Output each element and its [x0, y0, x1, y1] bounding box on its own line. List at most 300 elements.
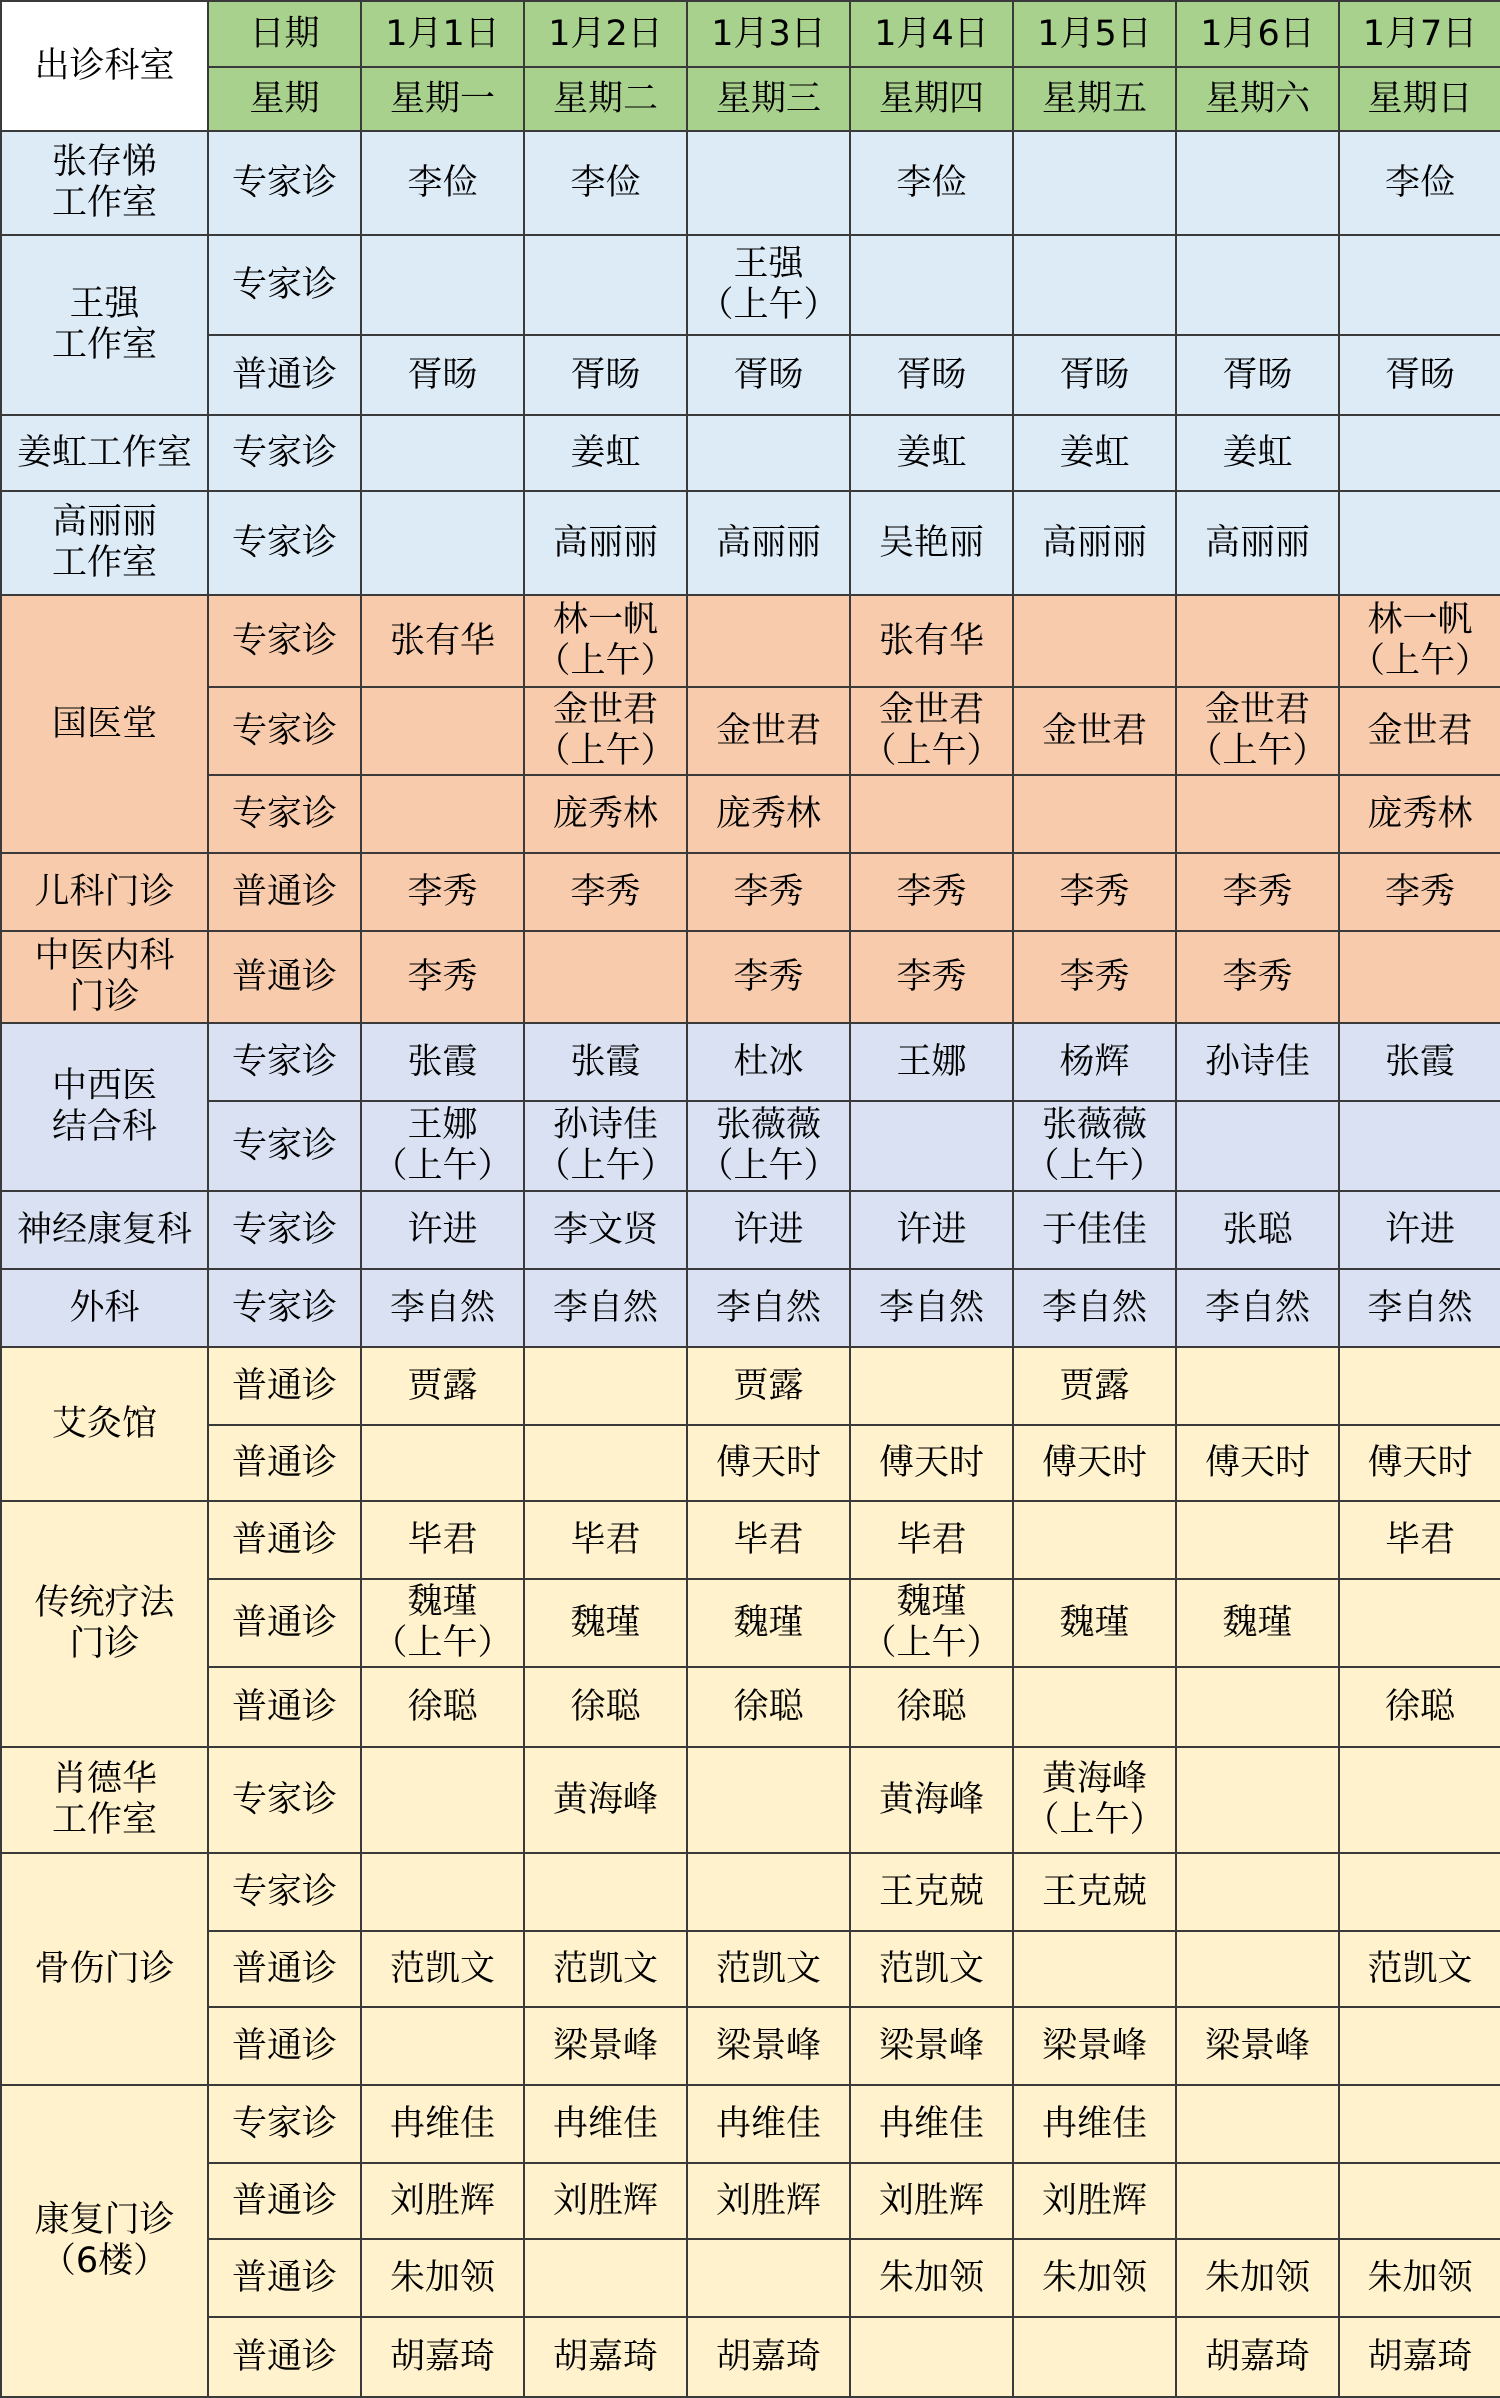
doctor-name: 许进	[733, 1209, 804, 1250]
doctor-cell	[1339, 687, 1500, 775]
doctor-name: 黄海峰	[552, 1779, 658, 1820]
doctor-cell	[850, 2317, 1013, 2397]
doctor-cell	[361, 2007, 524, 2085]
schedule-row	[1, 775, 1500, 853]
schedule-row	[1, 335, 1500, 415]
schedule-row	[1, 1853, 1500, 1931]
doctor-name: 庞秀林	[715, 793, 821, 834]
clinic-type: 普通诊	[208, 2163, 361, 2239]
doctor-cell	[1339, 2317, 1500, 2397]
doctor-cell	[850, 2007, 1013, 2085]
department-name	[1, 853, 208, 931]
doctor-cell	[1339, 1347, 1500, 1425]
doctor-name: 范凯文	[1367, 1948, 1473, 1989]
doctor-cell	[850, 1191, 1013, 1269]
session-note: （上午）	[698, 285, 839, 325]
schedule-row	[1, 1931, 1500, 2007]
department-name-line: 肖德华	[51, 1759, 157, 1799]
doctor-cell	[1339, 1023, 1500, 1101]
department-name-line: 结合科	[51, 1107, 157, 1147]
doctor-cell	[687, 1191, 850, 1269]
department-name	[1, 491, 208, 595]
department-name-line: 高丽丽	[51, 502, 157, 542]
doctor-cell	[1013, 1269, 1176, 1347]
date-header: 1月2日	[524, 1, 687, 67]
doctor-cell	[1176, 1501, 1339, 1579]
doctor-cell	[850, 775, 1013, 853]
doctor-name: 高丽丽	[1041, 522, 1147, 563]
doctor-cell	[687, 687, 850, 775]
doctor-cell	[687, 2007, 850, 2085]
doctor-cell	[687, 415, 850, 491]
schedule-row	[1, 1023, 1500, 1101]
doctor-cell	[687, 335, 850, 415]
doctor-name: 贾露	[407, 1365, 478, 1406]
doctor-cell	[524, 1747, 687, 1853]
doctor-cell	[687, 1101, 850, 1191]
doctor-cell	[687, 1667, 850, 1747]
department-name	[1, 931, 208, 1023]
department-name	[1, 1269, 208, 1347]
date-header: 1月1日	[361, 1, 524, 67]
doctor-name: 刘胜辉	[1041, 2180, 1147, 2221]
doctor-name: 许进	[1384, 1209, 1455, 1250]
doctor-name: 毕君	[570, 1519, 641, 1560]
doctor-cell	[524, 2239, 687, 2317]
doctor-name: 刘胜辉	[552, 2180, 658, 2221]
doctor-cell	[687, 1347, 850, 1425]
department-name-line: 工作室	[51, 1800, 157, 1840]
schedule-row	[1, 2085, 1500, 2163]
doctor-name: 梁景峰	[1041, 2025, 1147, 2066]
doctor-cell	[1339, 1931, 1500, 2007]
schedule-row	[1, 1347, 1500, 1425]
doctor-name: 姜虹	[1059, 432, 1130, 473]
clinic-type: 普通诊	[208, 853, 361, 931]
doctor-cell	[1176, 1667, 1339, 1747]
doctor-cell	[361, 2317, 524, 2397]
doctor-cell	[361, 687, 524, 775]
doctor-cell	[850, 1931, 1013, 2007]
clinic-type: 专家诊	[208, 2085, 361, 2163]
doctor-cell	[1013, 1853, 1176, 1931]
schedule-row	[1, 687, 1500, 775]
doctor-cell	[524, 1425, 687, 1501]
date-row-label: 日期	[208, 1, 361, 67]
session-note: （上午）	[698, 1146, 839, 1186]
doctor-cell	[361, 595, 524, 687]
doctor-cell	[524, 775, 687, 853]
weekday-header: 星期四	[850, 67, 1013, 131]
doctor-cell	[850, 1747, 1013, 1853]
doctor-cell	[687, 595, 850, 687]
doctor-cell	[1013, 931, 1176, 1023]
doctor-name: 王克兢	[878, 1871, 984, 1912]
department-name	[1, 415, 208, 491]
department-name	[1, 2085, 208, 2397]
doctor-name: 李俭	[570, 162, 641, 203]
doctor-cell	[1339, 2007, 1500, 2085]
doctor-cell	[1013, 2239, 1176, 2317]
doctor-cell	[1176, 2163, 1339, 2239]
doctor-name: 庞秀林	[552, 793, 658, 834]
doctor-cell	[1013, 491, 1176, 595]
doctor-name: 李秀	[1384, 871, 1455, 912]
clinic-type: 普通诊	[208, 931, 361, 1023]
doctor-name: 高丽丽	[552, 522, 658, 563]
session-note: （上午）	[372, 1623, 513, 1663]
doctor-cell	[1013, 2163, 1176, 2239]
doctor-name: 林一帆	[1367, 600, 1473, 640]
schedule-row	[1, 491, 1500, 595]
doctor-cell	[850, 595, 1013, 687]
doctor-name: 高丽丽	[1204, 522, 1310, 563]
doctor-name: 刘胜辉	[715, 2180, 821, 2221]
doctor-cell	[1176, 335, 1339, 415]
doctor-cell	[687, 1501, 850, 1579]
doctor-name: 冉维佳	[715, 2103, 821, 2144]
doctor-cell	[361, 1101, 524, 1191]
department-name-line: 工作室	[51, 325, 157, 365]
doctor-cell	[524, 853, 687, 931]
doctor-cell	[1013, 335, 1176, 415]
doctor-cell	[1339, 131, 1500, 235]
doctor-cell	[361, 131, 524, 235]
doctor-name: 李自然	[715, 1287, 821, 1328]
doctor-name: 张有华	[878, 620, 984, 661]
doctor-cell	[687, 931, 850, 1023]
doctor-name: 庞秀林	[1367, 793, 1473, 834]
doctor-cell	[1339, 335, 1500, 415]
doctor-cell	[1339, 491, 1500, 595]
doctor-cell	[687, 131, 850, 235]
doctor-cell	[1013, 1101, 1176, 1191]
doctor-cell	[361, 1579, 524, 1667]
doctor-cell	[1339, 853, 1500, 931]
doctor-name: 贾露	[1059, 1365, 1130, 1406]
doctor-name: 杜冰	[733, 1041, 804, 1082]
doctor-name: 胡嘉琦	[389, 2336, 495, 2377]
doctor-name: 徐聪	[896, 1686, 967, 1727]
doctor-cell	[1176, 2085, 1339, 2163]
doctor-cell	[524, 1347, 687, 1425]
doctor-name: 冉维佳	[1041, 2103, 1147, 2144]
doctor-name: 梁景峰	[1204, 2025, 1310, 2066]
clinic-type: 普通诊	[208, 1425, 361, 1501]
doctor-cell	[1013, 1023, 1176, 1101]
department-name-line: （6楼）	[40, 2241, 169, 2281]
doctor-cell	[361, 235, 524, 335]
doctor-name: 胥旸	[1059, 354, 1130, 395]
doctor-name: 李自然	[552, 1287, 658, 1328]
doctor-cell	[361, 1191, 524, 1269]
department-name-line: 艾灸馆	[51, 1403, 157, 1444]
doctor-name: 范凯文	[715, 1948, 821, 1989]
clinic-type: 专家诊	[208, 235, 361, 335]
clinic-type: 普通诊	[208, 335, 361, 415]
doctor-name: 王娜	[896, 1041, 967, 1082]
doctor-cell	[1176, 1191, 1339, 1269]
corner-header: 出诊科室	[1, 1, 208, 131]
doctor-cell	[1013, 1347, 1176, 1425]
doctor-cell	[1339, 2163, 1500, 2239]
schedule-row	[1, 853, 1500, 931]
doctor-name: 毕君	[733, 1519, 804, 1560]
doctor-name: 李秀	[896, 956, 967, 997]
department-name-line: 张存悌	[51, 142, 157, 182]
clinic-type: 专家诊	[208, 1101, 361, 1191]
doctor-cell	[1339, 1747, 1500, 1853]
doctor-cell	[1176, 1347, 1339, 1425]
date-header: 1月3日	[687, 1, 850, 67]
clinic-type: 普通诊	[208, 1931, 361, 2007]
date-header: 1月4日	[850, 1, 1013, 67]
doctor-cell	[1176, 1425, 1339, 1501]
doctor-name: 李秀	[733, 871, 804, 912]
doctor-name: 高丽丽	[715, 522, 821, 563]
doctor-cell	[850, 1579, 1013, 1667]
department-name-line: 工作室	[51, 183, 157, 223]
doctor-name: 姜虹	[570, 432, 641, 473]
schedule-row	[1, 415, 1500, 491]
header-weekday-row	[1, 67, 1500, 131]
doctor-name: 于佳佳	[1041, 1209, 1147, 1250]
doctor-name: 金世君	[1204, 690, 1310, 730]
clinic-type: 专家诊	[208, 1191, 361, 1269]
doctor-name: 李秀	[407, 871, 478, 912]
doctor-cell	[524, 2317, 687, 2397]
doctor-cell	[1339, 1425, 1500, 1501]
doctor-name: 李自然	[389, 1287, 495, 1328]
doctor-name: 孙诗佳	[552, 1105, 658, 1145]
doctor-cell	[1013, 2317, 1176, 2397]
session-note: （上午）	[535, 641, 676, 681]
doctor-name: 冉维佳	[878, 2103, 984, 2144]
department-name-line: 中医内科	[34, 936, 175, 976]
doctor-cell	[1176, 1101, 1339, 1191]
department-name	[1, 235, 208, 415]
doctor-cell	[524, 1023, 687, 1101]
department-name-line: 骨伤门诊	[34, 1948, 175, 1989]
doctor-cell	[1013, 1425, 1176, 1501]
date-header: 1月5日	[1013, 1, 1176, 67]
department-name-line: 国医堂	[51, 703, 157, 744]
doctor-name: 姜虹	[1222, 432, 1293, 473]
department-name-line: 传统疗法	[34, 1583, 175, 1623]
doctor-name: 李自然	[1367, 1287, 1473, 1328]
doctor-name: 毕君	[407, 1519, 478, 1560]
doctor-cell	[850, 415, 1013, 491]
doctor-cell	[1013, 2085, 1176, 2163]
doctor-name: 范凯文	[389, 1948, 495, 1989]
doctor-cell	[1013, 415, 1176, 491]
session-note: （上午）	[861, 1623, 1002, 1663]
doctor-cell	[1176, 1931, 1339, 2007]
weekday-header: 星期二	[524, 67, 687, 131]
doctor-cell	[1013, 2007, 1176, 2085]
clinic-type: 专家诊	[208, 595, 361, 687]
doctor-cell	[1339, 1501, 1500, 1579]
doctor-name: 吴艳丽	[878, 522, 984, 563]
doctor-cell	[361, 1023, 524, 1101]
doctor-name: 李秀	[407, 956, 478, 997]
doctor-cell	[1013, 1191, 1176, 1269]
doctor-cell	[361, 1853, 524, 1931]
doctor-cell	[850, 491, 1013, 595]
doctor-name: 姜虹	[896, 432, 967, 473]
doctor-name: 张霞	[1384, 1041, 1455, 1082]
doctor-cell	[1176, 415, 1339, 491]
doctor-name: 李自然	[1041, 1287, 1147, 1328]
schedule-row	[1, 1425, 1500, 1501]
doctor-name: 金世君	[1367, 710, 1473, 751]
doctor-cell	[1339, 1191, 1500, 1269]
doctor-name: 王强	[733, 244, 804, 284]
doctor-name: 徐聪	[570, 1686, 641, 1727]
doctor-cell	[361, 1269, 524, 1347]
doctor-name: 王克兢	[1041, 1871, 1147, 1912]
doctor-name: 傅天时	[878, 1442, 984, 1483]
doctor-name: 傅天时	[1367, 1442, 1473, 1483]
doctor-cell	[361, 2239, 524, 2317]
department-name	[1, 1747, 208, 1853]
doctor-cell	[850, 335, 1013, 415]
doctor-cell	[850, 1347, 1013, 1425]
doctor-name: 张霞	[570, 1041, 641, 1082]
doctor-cell	[850, 687, 1013, 775]
schedule-row	[1, 2239, 1500, 2317]
doctor-cell	[524, 1579, 687, 1667]
clinic-type: 普通诊	[208, 2317, 361, 2397]
doctor-cell	[687, 1579, 850, 1667]
doctor-name: 魏瑾	[407, 1582, 478, 1622]
doctor-cell	[1176, 931, 1339, 1023]
schedule-row	[1, 595, 1500, 687]
doctor-cell	[1339, 1853, 1500, 1931]
doctor-name: 李自然	[878, 1287, 984, 1328]
doctor-cell	[524, 131, 687, 235]
doctor-cell	[687, 235, 850, 335]
doctor-name: 傅天时	[1041, 1442, 1147, 1483]
doctor-cell	[1176, 1023, 1339, 1101]
schedule-row	[1, 1579, 1500, 1667]
doctor-name: 徐聪	[1384, 1686, 1455, 1727]
doctor-cell	[850, 1269, 1013, 1347]
doctor-cell	[1176, 1269, 1339, 1347]
doctor-name: 黄海峰	[1041, 1759, 1147, 1799]
doctor-cell	[1013, 1579, 1176, 1667]
doctor-cell	[1339, 1269, 1500, 1347]
doctor-name: 金世君	[878, 690, 984, 730]
doctor-cell	[687, 2317, 850, 2397]
doctor-cell	[1176, 131, 1339, 235]
doctor-name: 魏瑾	[1222, 1602, 1293, 1643]
clinic-type: 专家诊	[208, 1023, 361, 1101]
doctor-name: 朱加领	[1367, 2257, 1473, 2298]
doctor-cell	[361, 491, 524, 595]
doctor-name: 张有华	[389, 620, 495, 661]
weekday-row-label: 星期	[208, 67, 361, 131]
doctor-cell	[1013, 235, 1176, 335]
department-name	[1, 1023, 208, 1191]
department-name	[1, 131, 208, 235]
department-name	[1, 1501, 208, 1747]
doctor-name: 刘胜辉	[389, 2180, 495, 2221]
doctor-cell	[687, 1853, 850, 1931]
doctor-cell	[361, 1347, 524, 1425]
doctor-name: 朱加领	[1204, 2257, 1310, 2298]
doctor-cell	[687, 2239, 850, 2317]
doctor-cell	[850, 1425, 1013, 1501]
doctor-cell	[361, 1931, 524, 2007]
doctor-name: 张聪	[1222, 1209, 1293, 1250]
department-name-line: 康复门诊	[34, 2200, 175, 2240]
session-note: （上午）	[1349, 641, 1490, 681]
schedule-row	[1, 1501, 1500, 1579]
clinic-type: 专家诊	[208, 491, 361, 595]
doctor-cell	[1176, 491, 1339, 595]
doctor-cell	[850, 2163, 1013, 2239]
doctor-cell	[687, 1269, 850, 1347]
doctor-name: 孙诗佳	[1204, 1041, 1310, 1082]
doctor-cell	[361, 1747, 524, 1853]
doctor-cell	[687, 1023, 850, 1101]
doctor-cell	[361, 1501, 524, 1579]
doctor-name: 李秀	[1222, 956, 1293, 997]
clinic-type: 专家诊	[208, 1853, 361, 1931]
doctor-name: 李秀	[733, 956, 804, 997]
doctor-cell	[524, 1931, 687, 2007]
session-note: （上午）	[861, 731, 1002, 771]
doctor-cell	[850, 1101, 1013, 1191]
doctor-name: 朱加领	[878, 2257, 984, 2298]
doctor-name: 范凯文	[552, 1948, 658, 1989]
doctor-cell	[687, 853, 850, 931]
clinic-type: 专家诊	[208, 415, 361, 491]
schedule-row	[1, 2163, 1500, 2239]
doctor-cell	[1176, 2007, 1339, 2085]
clinic-type: 普通诊	[208, 1667, 361, 1747]
doctor-cell	[850, 1501, 1013, 1579]
doctor-name: 毕君	[896, 1519, 967, 1560]
doctor-cell	[524, 2007, 687, 2085]
doctor-cell	[1339, 1101, 1500, 1191]
doctor-name: 金世君	[552, 690, 658, 730]
doctor-cell	[1176, 687, 1339, 775]
schedule-row	[1, 235, 1500, 335]
doctor-cell	[1339, 931, 1500, 1023]
session-note: （上午）	[372, 1146, 513, 1186]
doctor-name: 许进	[407, 1209, 478, 1250]
doctor-name: 魏瑾	[733, 1602, 804, 1643]
doctor-name: 冉维佳	[389, 2103, 495, 2144]
doctor-name: 胡嘉琦	[715, 2336, 821, 2377]
doctor-name: 林一帆	[552, 600, 658, 640]
doctor-cell	[1339, 1579, 1500, 1667]
department-name	[1, 1191, 208, 1269]
doctor-name: 毕君	[1384, 1519, 1455, 1560]
doctor-cell	[1176, 2239, 1339, 2317]
doctor-cell	[1013, 595, 1176, 687]
doctor-name: 梁景峰	[552, 2025, 658, 2066]
doctor-cell	[524, 595, 687, 687]
doctor-cell	[1339, 2085, 1500, 2163]
doctor-cell	[361, 931, 524, 1023]
doctor-cell	[1176, 1579, 1339, 1667]
clinic-type: 专家诊	[208, 1747, 361, 1853]
clinic-type: 专家诊	[208, 131, 361, 235]
doctor-cell	[850, 2085, 1013, 2163]
